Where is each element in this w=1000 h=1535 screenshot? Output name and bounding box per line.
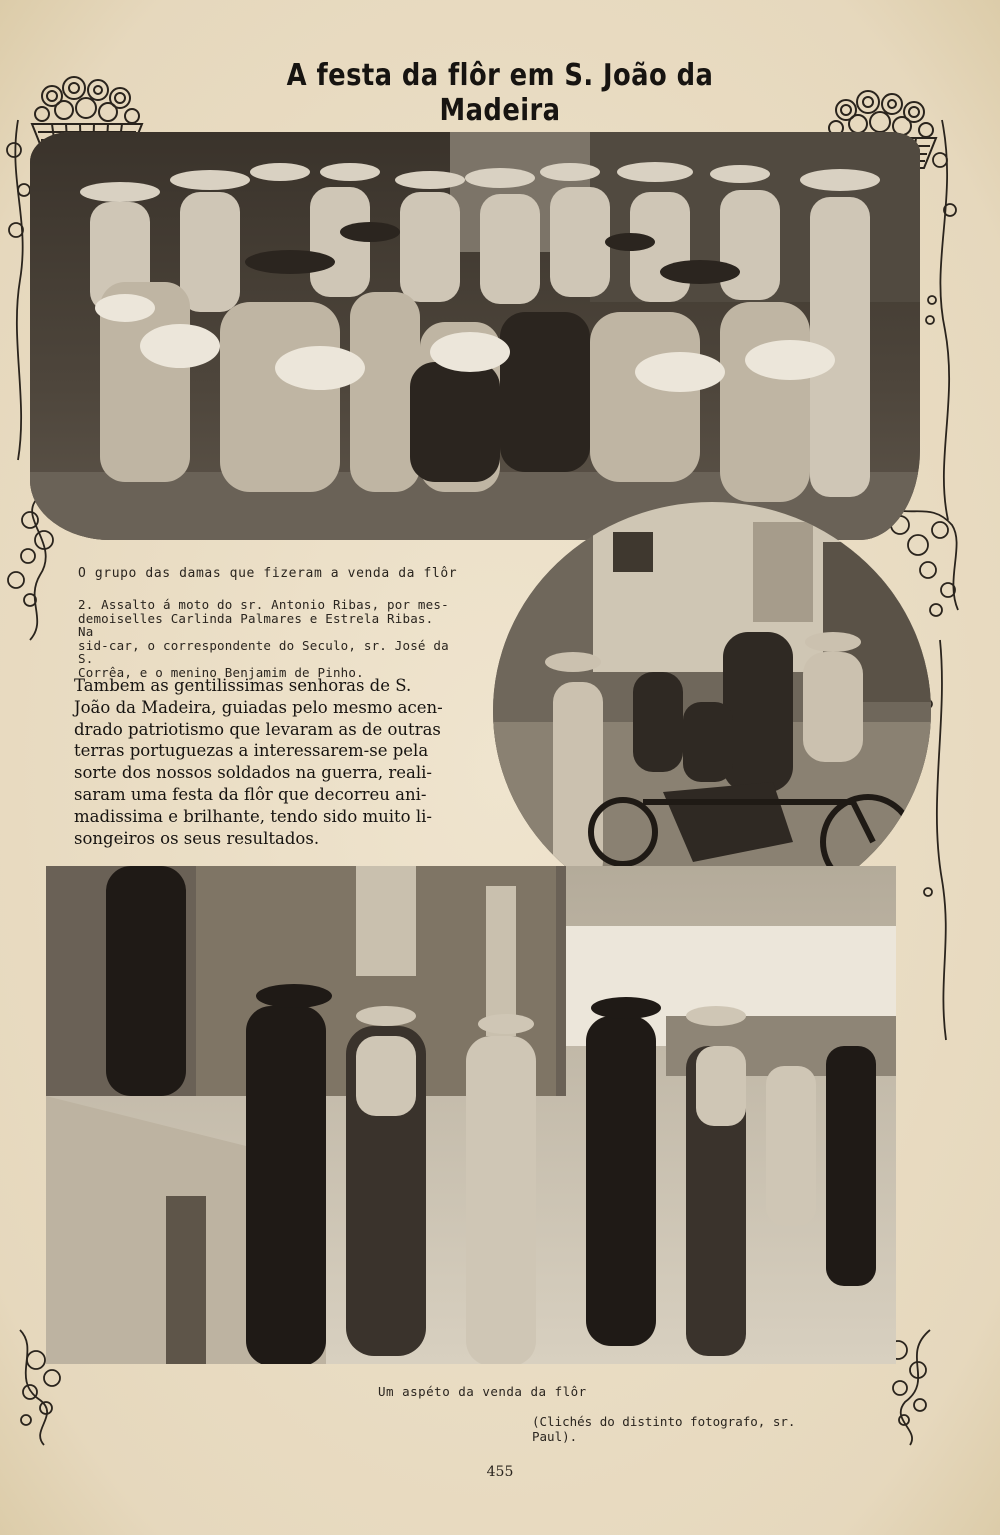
- group-photo: [30, 132, 920, 540]
- caption-line: sid-car, o correspondente do Seculo, sr. José da S.: [78, 637, 449, 666]
- flower-sale-caption: Um aspéto da venda da flôr: [378, 1384, 587, 1399]
- body-line: sorte dos nossos soldados na guerra, reali-: [74, 763, 432, 783]
- body-line: drado patriotismo que levaram as de outras: [74, 719, 441, 739]
- body-line: songeiros os seus resultados.: [74, 828, 320, 848]
- caption-line: demoiselles Carlinda Palmares e Estrela Ribas. Na: [78, 610, 434, 639]
- group-photo-caption: O grupo das damas que fizeram a venda da flôr: [78, 566, 458, 581]
- body-line: Tambem as gentilissimas senhoras de S.: [74, 676, 412, 695]
- body-line: terras portuguezas a interessarem-se pela: [74, 741, 429, 761]
- caption-line: 2. Assalto á moto do sr. Antonio Ribas, por mes-: [78, 597, 449, 612]
- flower-sale-photo: [46, 866, 896, 1364]
- article-body: [74, 675, 492, 849]
- photo-credit: (Clichés do distinto fotografo, sr. Paul).: [532, 1414, 796, 1444]
- motorcycle-photo: [493, 502, 931, 920]
- body-line: saram uma festa da flôr que decorreu ani-: [74, 784, 427, 804]
- page-number: 455: [486, 1464, 514, 1480]
- motorcycle-photo-caption: [78, 598, 456, 679]
- body-line: João da Madeira, guiadas pelo mesmo acen-: [74, 697, 443, 717]
- body-line: madissima e brilhante, tendo sido muito li-: [74, 806, 432, 826]
- article-title: A festa da flôr em S. João da Madeira: [286, 58, 714, 128]
- caption-line: Corrêa, e o menino Benjamim de Pinho.: [78, 664, 364, 680]
